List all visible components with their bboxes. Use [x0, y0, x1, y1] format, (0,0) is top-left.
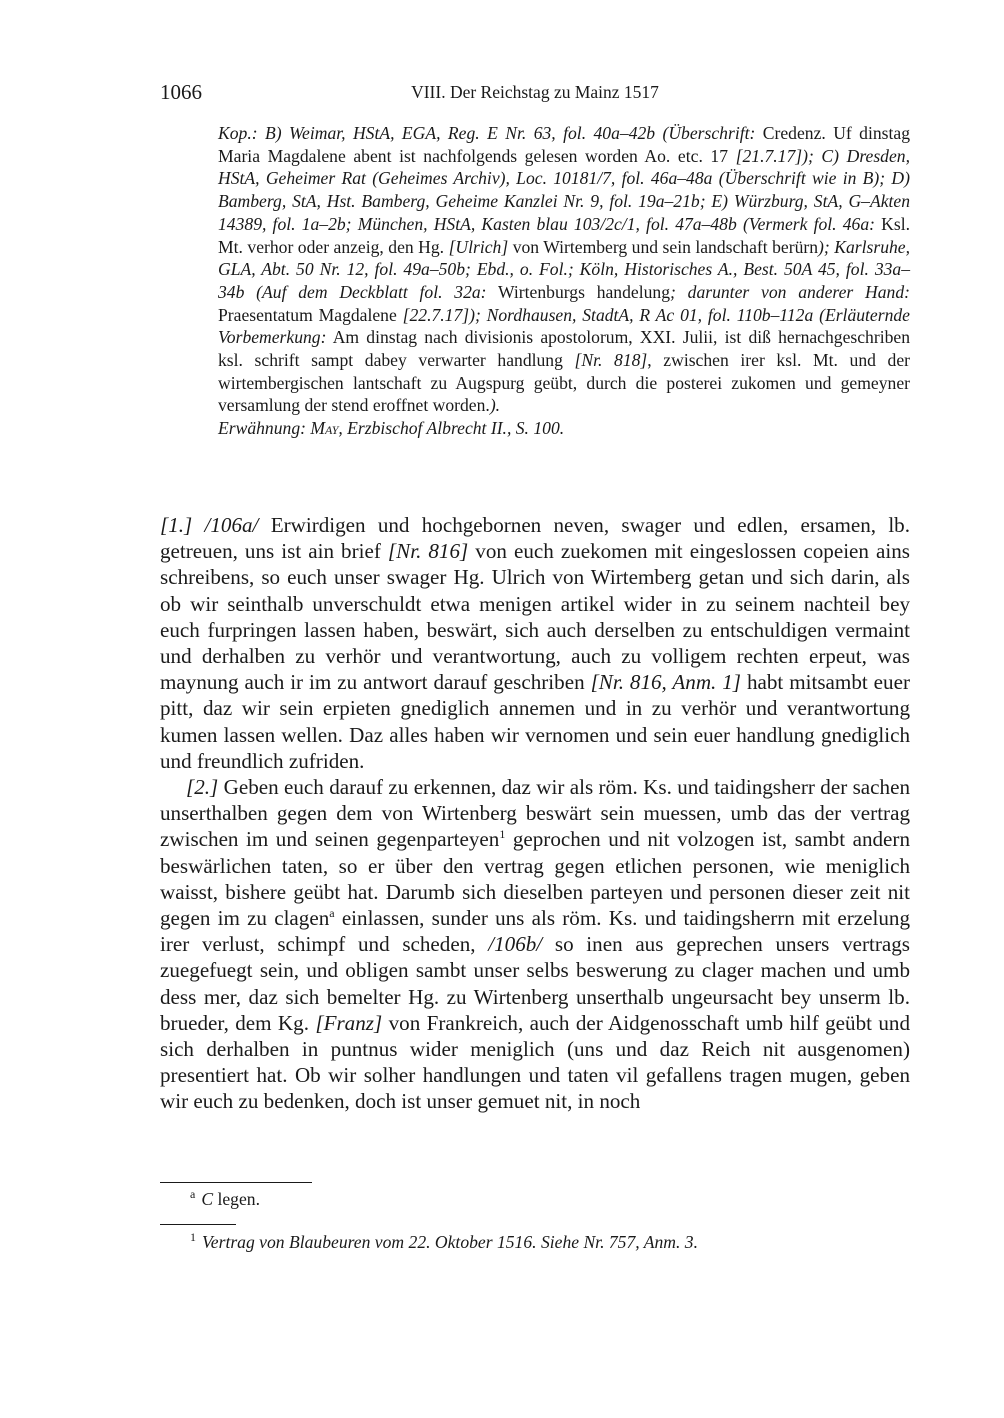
body-text: von Frankreich, auch der Aidgenosschaft umb hilf geübt und sich derhalben in puntnus wider meniglich (uns und daz Reich nit ausgenomen) presentiert hat. Ob wir solher handlungen und taten vil gefallens tragen mugen, geben wir euch zu bedenken, doch ist unser gemuet nit, in noch: [160, 1010, 911, 1114]
kopien-entry: [218, 122, 910, 417]
page-number: 1066: [160, 80, 202, 104]
footnote-number: 1: [190, 1230, 196, 1244]
footnote-text: Vertrag von Blaubeuren vom 22. Oktober 1516. Siehe Nr. 757, Anm. 3.: [202, 1231, 698, 1252]
section-marker: [2.]: [186, 775, 219, 800]
body-text: Erwirdigen und hochgebornen neven, swager und edlen, ersamen, lb. getreuen, uns ist ain brief: [160, 513, 911, 564]
kopien-reference: [Nr. 818]: [574, 350, 648, 371]
body-text: einlassen, sunder uns als röm. Ks. und taidingsherrn mit erzelung irer verlust, schimpf und scheden,: [160, 906, 910, 957]
kopien-quote: von Wirtemberg und sein landschaft berürn: [512, 236, 819, 257]
body-text: so inen aus geprechen unsers vertrags zuegefuegt sein, und obligen sambt unser selbs beswerung zu clager machen und umb dess mer, daz sich bemelter Hg. zu Wirtenberg unserthalb ungeursacht bey unserm lb. brueder, dem Kg.: [160, 932, 911, 1035]
kopien-editorial: [Ulrich]: [448, 236, 509, 257]
page-header: [160, 80, 910, 106]
kopien-sources: [21.7.17]); C) Dresden, HStA, Geheimer Rat (Geheimes Archiv), Loc. 10181/7, fol. 46a–48a (Überschrift wie in B); D) Bamberg, StA, Hst. Bamberg, Geheime Kanzlei Nr. 9, fol. 19a–21b; E) Würzburg, StA, G–Akten 14389, fol. 1a–2b; München, HStA, Kasten blau 103/2c/1, fol. 47a–48b (Vermerk fol. 46a:: [218, 145, 910, 234]
erwaehnung-title: , Erzbischof Albrecht II., S. 100.: [338, 418, 565, 439]
kopien-quote: Ksl. Mt. verhor oder anzeig, den Hg.: [218, 213, 910, 257]
variant-siglum: C: [201, 1188, 214, 1209]
kopien-sources: ).: [489, 395, 501, 416]
kopien-quote: Praesentatum Magdalene: [218, 304, 397, 325]
body-text: Geben euch darauf zu erkennen, daz wir als röm. Ks. und taidingsherr der sachen unserthalben gegen dem von Wirtenberg beswärt sein muessen, umb das der vertrag zwischen im und seinen gegenparteyen: [160, 775, 910, 852]
kopien-quote: Credenz. Uf dinstag Maria Magdalene abent ist nachfolgends gelesen worden Ao. etc. 17: [218, 123, 910, 166]
critical-apparatus: [218, 122, 910, 440]
body-text: von euch zuekomen mit eingeslossen copeien ains schreibens, so euch unser swager Hg. Ulrich von Wirtemberg getan und sich darin, als ob wir seinthalb unverschuldt etwa menigen artikel wider in zu seinem nachteil bey euch furpringen lassen haben, beswärt, sich auch derselben zu entschuldigen vermaint und derhalben zu verhör und verantwortung, auch zu volligem rechten erpeut, was maynung auch ir im zu antwort darauf geschriben: [160, 539, 910, 695]
kopien-quote: Wirtenburgs handelung: [498, 281, 670, 302]
folio-marker: /106b/: [488, 932, 543, 957]
variant-footnote-marker: a: [190, 1187, 196, 1201]
cross-reference: [Nr. 816, Anm. 1]: [590, 670, 742, 695]
paragraph-2: [160, 774, 910, 1115]
variant-footnote: [190, 1187, 260, 1210]
cross-reference: [Nr. 816]: [387, 539, 469, 564]
paragraph-1: [160, 512, 910, 774]
footnote-marker: 1: [499, 827, 506, 842]
body-text: habt mitsambt euer pitt, daz wir sein erpieten gnediglich annemen und in zu verhör und verantwortung kumen lassen wellen. Daz alles haben wir vernomen und sein euer handlung gnediglich und freundlich zufriden.: [160, 670, 910, 773]
kopien-label: Kop.: B) Weimar, HStA, EGA, Reg. E Nr. 63, fol. 40a–42b (Überschrift:: [218, 123, 756, 143]
running-title: VIII. Der Reichstag zu Mainz 1517: [411, 82, 659, 102]
kopien-sources: ); Karlsruhe, GLA, Abt. 50 Nr. 12, fol. 49a–50b; Ebd., o. Fol.; Köln, Historisches A., Best. 50A 45, fol. 33a–34b (Auf dem Deckblatt fol. 32a:: [218, 236, 910, 302]
body-text: geprochen und nit volzogen ist, sambt andern beswärlichen taten, so er über den vertrag gegen etlichen personen, wie meniglich waisst, bishere geübt hat. Darumb sich dieselben parteyen und personen dieser zeit nit gegen im zu clagen: [160, 827, 910, 931]
footnote-divider: [160, 1224, 236, 1225]
kopien-quote: , zwischen irer ksl. Mt. und der wirtembergischen lantschaft zu Augspurg geübt, durch die posterei zukomen und gemeyner versamlung der stend eroffnet worden.: [218, 350, 911, 416]
main-text: [160, 512, 910, 1115]
erwaehnung-entry: [218, 417, 910, 440]
erwaehnung-author: May: [310, 418, 339, 439]
kopien-sources: ; darunter von anderer Hand:: [670, 281, 910, 302]
variant-marker: a: [329, 906, 335, 921]
numbered-footnote: [190, 1230, 698, 1253]
erwaehnung-label: Erwähnung:: [218, 418, 306, 439]
section-marker: [1.] /106a/: [160, 513, 259, 537]
footnote-divider: [160, 1182, 312, 1183]
variant-reading: legen.: [217, 1188, 260, 1209]
editorial-insertion: [Franz]: [315, 1010, 383, 1035]
kopien-quote: Am dinstag nach divisionis apostolorum, XXI. Julii, ist diß hernachgeschriben ksl. schrift sampt dabey verwarter handlung: [218, 327, 910, 371]
kopien-sources: [22.7.17]); Nordhausen, StadtA, R Ac 01, fol. 110b–112a (Erläuternde Vorbemerkung:: [218, 304, 910, 348]
